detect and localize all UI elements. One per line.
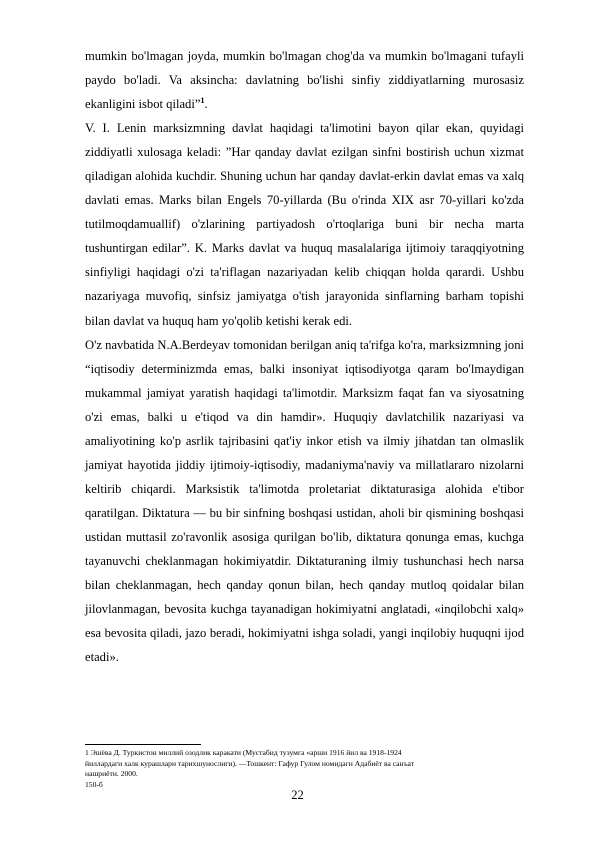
paragraph-1-text: mumkin bo'lmagan joyda, mumkin bo'lmagan chog'da va mumkin bo'lmagani tufayli paydo bo'ladi. Va aksincha: davlatning bo'lishi sinfiy ziddiyatlarning murosasiz ekanligini isbot qiladi” xyxy=(85,49,524,112)
paragraph-1-end: . xyxy=(204,97,208,112)
paragraph-3: O'z navbatida N.A.Berdeyav tomonidan berilgan aniq ta'rifga ko'ra, marksizmning joni “iqtisodiy determinizmda emas, balki insoniyat iqtisodiyotga qaram bo'lmaydigan mukammal jamiyat yaratish haqidagi ta'limotdir. Marksizm faqat fan va siyosatning o'zi emas, balki u e'tiqod va din hamdir». Huquqiy davlatchilik nazariyasi va amaliyotining ko'p asrlik tajribasini qat'iy inkor etish va ilmiy jihatdan tan olmaslik jamiyat hayotida jiddiy ijtimoiy-iqtisodiy, madaniyma'naviy va millatlararo nizolarni keltirib chiqardi. Marksistik ta'limotda proletariat diktaturasiga alohida e'tibor qaratilgan. Diktatura — bu bir sinfning boshqasi ustidan, aholi bir qismining boshqasi ustidan muttasil zo'ravonlik asosiga qurilgan bo'lib, diktatura qonunga emas, kuchga tayanuvchi cheklanmagan hokimiyatdir. Diktaturaning ilmiy tushunchasi hech narsa bilan cheklanmagan, hech qanday qonun bilan, hech qanday mutloq qoidalar bilan jilovlanmagan, bevosita kuchga tayanadigan hokimiyatni anglatadi, «inqilobchi xalq» esa bevosita qiladi, jazo beradi, hokimiyatni ishga soladi, yangi inqilobiy huquqni ijod etadi». xyxy=(85,337,524,665)
footnote-page: 150-б xyxy=(85,779,103,789)
footnote-divider xyxy=(85,744,201,745)
page-body xyxy=(85,44,524,669)
footnote-line: 1 Эшёва Д. Туркистон миллий озодлик каракати (Мустабид тузумга «арши 1916 йил ва 1918-1924 xyxy=(85,748,402,757)
footnote-ref[interactable]: 1 xyxy=(200,95,205,105)
page-number: 22 xyxy=(291,788,304,802)
footnote-line: йиллардаги халк курашлари тарихшунослиги). —Тошкент: Гафур Гулом номидаги Адабиёт ва санъат xyxy=(85,758,415,768)
footnote-line: нашриёти. 2000. xyxy=(85,769,138,779)
footnote xyxy=(85,748,524,790)
paragraph-1 xyxy=(85,44,524,116)
paragraph-2: V. I. Lenin marksizmning davlat haqidagi ta'limotini bayon qilar ekan, quyidagi ziddiyatli xulosaga keladi: ”Har qanday davlat ezilgan sinfni bostirish uchun xizmat qiladigan alohida kuchdir. Shuning uchun har qanday davlat-erkin davlat emas va xalq davlati emas. Marks bilan Engels 70-yillarda (Bu o'rinda XIX asr 70-yillari ko'zda tutilmoqdamuallif) o'zlarining partiyadosh o'rtoqlariga buni bir necha marta tushuntirgan edilar”. K. Marks davlat va huquq masalalariga ijtimoiy taraqqiyotning sinfiyligi haqidagi o'zi ta'riflagan nazariyadan kelib chiqqan holda qarardi. Ushbu nazariyaga muvofiq, sinfsiz jamiyatga o'tish jarayonida sinflarning barham topishi bilan davlat va huquq ham yo'qolib ketishi kerak edi. xyxy=(85,121,524,328)
